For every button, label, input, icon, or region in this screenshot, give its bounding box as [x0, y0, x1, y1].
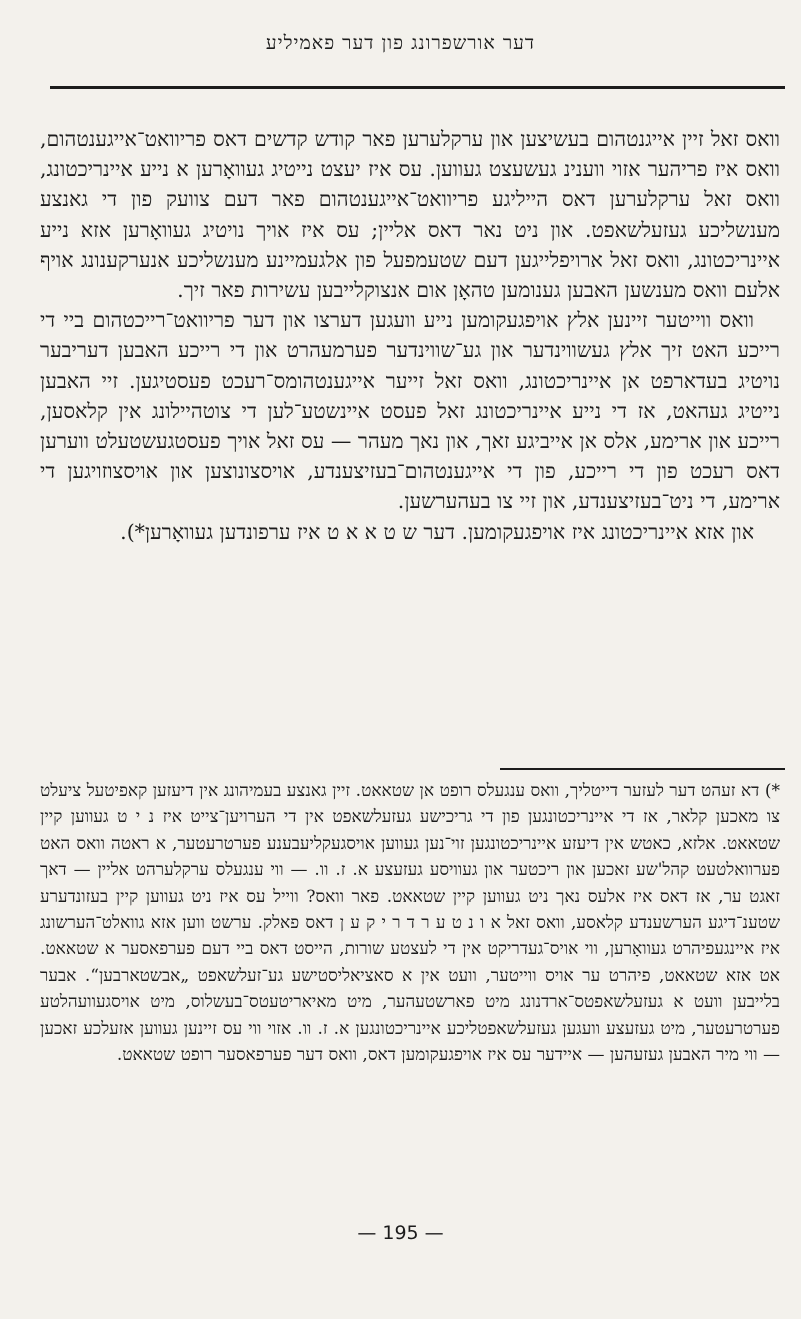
paragraph-2: וואס ווייטער זיינען אלץ אויפגעקומען נייע וועגען דערצו און דער פריוואט־רייכטהום ביי די רייכע האט זיך אלץ געשווינדער און גע־שווינדער פערמעהרט און די רייכע האבען דעריבער נויטיג בעדארפט אן איינריכטונג, וואס זאל זייער אייגענטהומס־רעכט פעסטיגען. זיי האבען נייטיג געהאט, אז די נייע איינריכטונג זאל פעסט איינשטע־לען די צוטהיילונג אין קלאסען, רייכע און ארימע, אלס אן אייביגע זאך, און נאך מעהר — עס זאל אויך פעסטגעשטעלט ווערען דאס רעכט פון די רייכע, פון די אייגענטהום־בעזיצענדע, אויסצונוצען און אויסצוזויגען די ארימע, די ניט־בעזיצענדע, און זיי צו בעהערשען.	[40, 308, 780, 514]
footnote: *) דא זעהט דער לעזער דייטליך, וואס ענגעלס רופט אן שטאאט. זיין גאנצע בעמיהונג אין דיעזען קאפיטעל ציעלט צו מאכען קלאר, אז די איינריכטונגען פון די גריכישע געזעלשאפט אין די הערויען־צייט איז נ י ט געווען קיין שטאאט. אלזא, כאטש אין דיעזע איינריכטונגען זוי־נען געווען אויסגעקליעבענע פערטרעטער, א ראטה וואס האט פערוואלטעט קהל'שע זאכען און ריכטער און געוויסע געזעצע א. ז. וו. — ווי ענגעלס ערקלערהט אליין — דאך זאגט ער, אז דאס איז אלעס נאך ניט געווען קיין שטאאט. פאר וואס? ווייל עס איז ניט געווען קיין בעזונדערע שטענ־דיגע הערשענדע קלאסע, וואס זאל א ו נ ט ע ר ד ר י ק ע ן דאס פאלק. ערשט ווען אזא גוואלט־הערשונג איז איינגעפיהרט געוואָרען, ווי אויס־געדריקט אין די לעצטע שורות, הייסט דאס ביי דעם פערפאסער א שטאאט. אט אזא שטאאט, פיהרט ער אויס ווייטער, וועט אין א סאציאליסטישע גע־זעלשאפט „אבשטארבען“. אבער בלייבען וועט א געזעלשאפטס־ארדנונג מיט פארשטעהער, מיט מאיאריטעטס־בעשלוס, מיט אויסגעוועהלטע פערטרעטער, מיט געזעצע וועגען געזעלשאפטליכע איינריכטונגען א. ז. וו. אזוי ווי עס זיינען געווען אזעלכע זאכען — ווי מיר האבען געזעהען — איידער עס איז אויפגעקומען דאס, וואס דער פערפאסער רופט שטאאט.	[40, 781, 780, 1066]
page-number: — 195 —	[357, 1222, 444, 1244]
running-head: דער אורשפרונג פון דער פאמיליע	[265, 32, 536, 54]
main-text	[40, 124, 780, 547]
footnote-rule	[500, 768, 785, 770]
paragraph-1: וואס זאל זיין אייגנטהום בעשיצען און ערקלערען פאר קודש קדשים דאס פריוואט־אייגענטהום, וואס איז פריהער אזוי ווענינ געשעצט געווען. עס איז יעצט נייטיג געוואָרען א נייע איינריכטונג, וואס זאל ערקלערען דאס הייליגע פריוואט־אייגענטהום פאר דעם צוועק פון די גאנצע מענשליכע געזעלשאפט. און ניט נאר דאס אליין; עס איז אויך נויטיג געוואָרען אזא נייע איינריכטונג, וואס זאל ארויפלייגען דעם שטעמפעל פון אלגעמיינע מענשליכע אנערקענונג אויף אלעם וואס מענשען האבען גענומען טהאָן אום אנצוקלייבען עשירות פאר זיך.	[40, 127, 780, 303]
header-rule	[50, 86, 785, 89]
paragraph-3: און אזא איינריכטונג איז אויפגעקומען. דער ש ט א א ט איז ערפונדען געוואָרען*).	[120, 519, 754, 544]
